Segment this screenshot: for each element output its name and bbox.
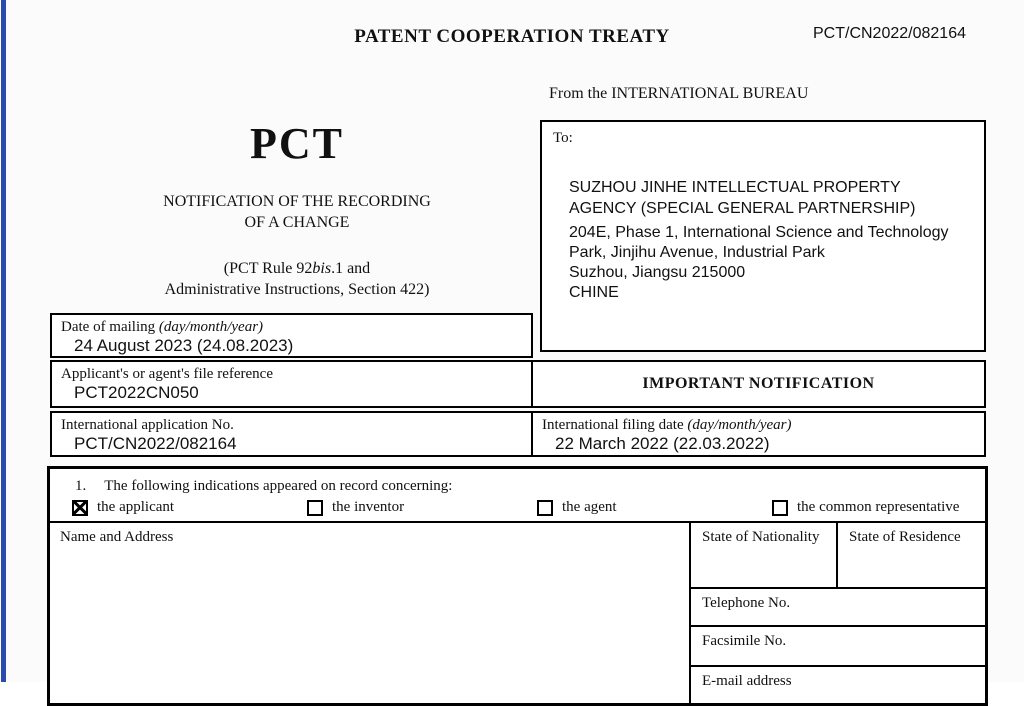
checkbox-item-agent <box>537 499 617 516</box>
to-label: To: <box>553 130 573 146</box>
recipient-country: CHINE <box>569 284 619 301</box>
date-of-mailing-box <box>50 313 533 358</box>
agent-checkbox-icon[interactable] <box>537 500 553 516</box>
applicant-checkbox-label: the applicant <box>97 499 175 515</box>
notification-title-line2: OF A CHANGE <box>244 214 350 231</box>
recipient-address-line2: Park, Jinjihu Avenue, Industrial Park <box>569 244 825 261</box>
filing-date-label: International filing date (day/month/year) <box>542 417 792 433</box>
section1-intro: 1. The following indications appeared on record concerning: <box>75 478 453 494</box>
application-number-label: International application No. <box>61 417 234 433</box>
checkbox-item-applicant <box>72 499 174 516</box>
recipient-name-line1: SUZHOU JINHE INTELLECTUAL PROPERTY <box>569 179 901 196</box>
state-of-nationality-cell: State of Nationality <box>691 523 838 587</box>
file-reference-value: PCT2022CN050 <box>74 383 199 402</box>
recipient-address-line1: 204E, Phase 1, International Science and Technology <box>569 224 949 241</box>
states-row <box>691 523 985 589</box>
rule-reference <box>110 258 484 300</box>
rule-reference-line2: Administrative Instructions, Section 422) <box>164 281 430 298</box>
state-of-residence-cell: State of Residence <box>849 529 961 545</box>
filing-date-value: 22 March 2022 (22.03.2022) <box>555 434 770 453</box>
section1-box <box>47 466 988 706</box>
from-international-bureau: From the INTERNATIONAL BUREAU <box>549 85 809 102</box>
facsimile-cell: Facsimile No. <box>691 627 985 667</box>
treaty-title: PATENT COOPERATION TREATY <box>354 26 670 47</box>
date-of-mailing-value: 24 August 2023 (24.08.2023) <box>74 336 294 355</box>
inventor-checkbox-icon[interactable] <box>307 500 323 516</box>
recipient-name <box>569 177 915 219</box>
important-notification-box <box>531 360 986 408</box>
name-and-address-label: Name and Address <box>60 529 174 545</box>
agent-checkbox-label: the agent <box>562 499 617 515</box>
recipient-address <box>569 223 949 303</box>
date-of-mailing-label: Date of mailing (day/month/year) <box>61 319 264 335</box>
email-cell: E-mail address <box>702 673 792 689</box>
recipient-address-box <box>540 120 986 352</box>
left-edge-stripe <box>1 0 6 682</box>
date-of-mailing-format-note: (day/month/year) <box>158 319 264 335</box>
file-reference-box <box>50 360 533 408</box>
common-representative-checkbox-label: the common representative <box>797 499 960 515</box>
application-number-box <box>50 411 533 457</box>
important-notification-text: IMPORTANT NOTIFICATION <box>642 375 875 392</box>
document-number: PCT/CN2022/082164 <box>813 25 966 42</box>
pct-logo: PCT <box>250 119 344 168</box>
notification-title <box>110 191 484 233</box>
recipient-address-line3: Suzhou, Jiangsu 215000 <box>569 264 746 281</box>
rule-reference-line1: (PCT Rule 92bis.1 and <box>223 260 371 277</box>
notification-title-line1: NOTIFICATION OF THE RECORDING <box>163 193 431 210</box>
applicant-checkbox-icon[interactable] <box>72 500 88 516</box>
rule-bis-italic: bis <box>312 260 332 277</box>
checkbox-item-common-representative <box>772 499 959 516</box>
filing-date-format-note: (day/month/year) <box>687 417 792 433</box>
section1-number: 1. <box>75 478 87 494</box>
common-representative-checkbox-icon[interactable] <box>772 500 788 516</box>
checkbox-item-inventor <box>307 499 404 516</box>
file-reference-label: Applicant's or agent's file reference <box>61 366 273 382</box>
inventor-checkbox-label: the inventor <box>332 499 405 515</box>
filing-date-box <box>531 411 986 457</box>
telephone-cell: Telephone No. <box>691 589 985 627</box>
recipient-name-line2: AGENCY (SPECIAL GENERAL PARTNERSHIP) <box>569 200 916 217</box>
details-table <box>689 523 985 703</box>
application-number-value: PCT/CN2022/082164 <box>74 434 237 453</box>
